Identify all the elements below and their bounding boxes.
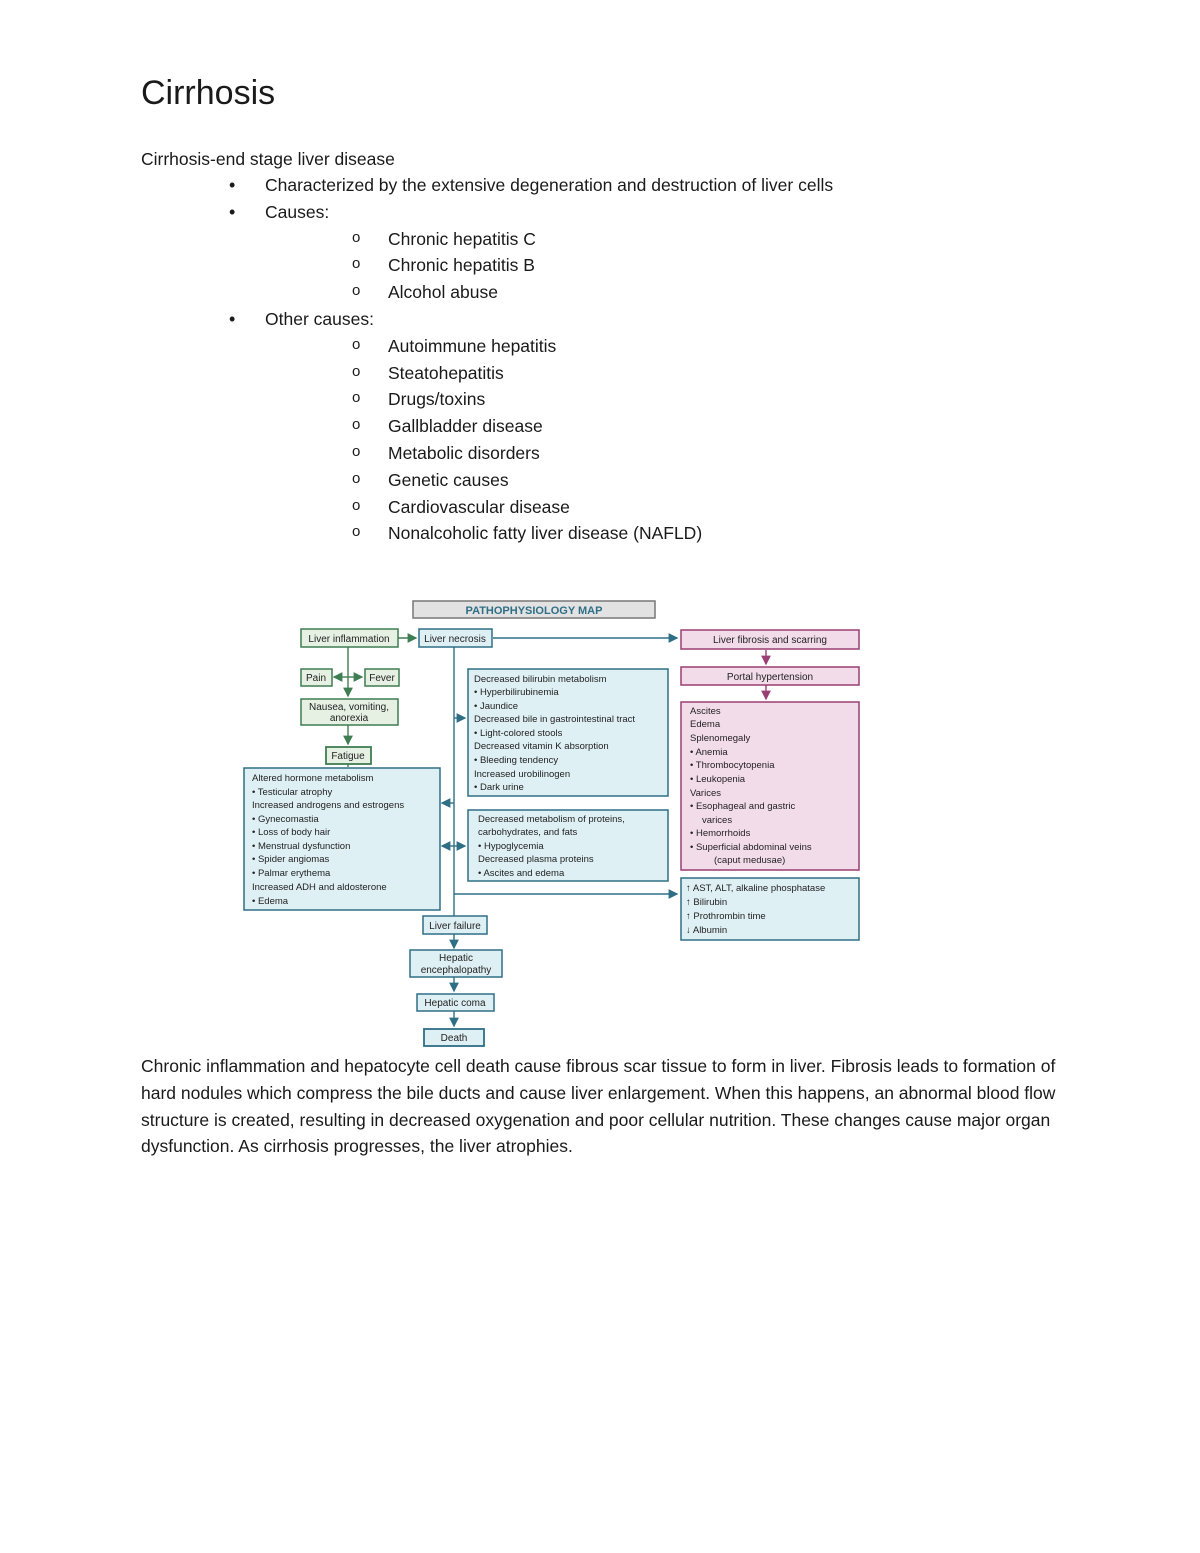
sub-symbol: o — [352, 469, 361, 487]
label-hepatic-coma: Hepatic coma — [424, 998, 486, 1009]
portal-effect-line: • Superficial abdominal veins — [690, 842, 812, 853]
sub-item — [141, 386, 833, 413]
label-fibrosis: Liver fibrosis and scarring — [713, 635, 827, 646]
portal-effect-line: Splenomegaly — [690, 733, 751, 744]
portal-effect-line: Edema — [690, 719, 721, 730]
bullet-symbol: • — [229, 308, 236, 329]
bullet-text: Other causes: — [265, 308, 374, 329]
label-fatigue: Fatigue — [331, 751, 365, 762]
sub-symbol: o — [352, 416, 361, 434]
sub-text: Alcohol abuse — [388, 282, 498, 303]
bullet-text: Causes: — [265, 201, 330, 222]
sub-text: Steatohepatitis — [388, 362, 504, 383]
sub-symbol: o — [352, 389, 361, 407]
sub-item — [141, 279, 833, 306]
sub-symbol: o — [352, 496, 361, 514]
labs-line: ↓ Albumin — [686, 925, 728, 936]
hormone-line: Altered hormone metabolism — [252, 773, 374, 784]
page-title: Cirrhosis — [141, 74, 276, 112]
bullet-symbol: • — [229, 201, 236, 222]
bullet-item — [141, 306, 833, 333]
hormone-line: • Menstrual dysfunction — [252, 841, 351, 852]
sub-item — [141, 467, 833, 494]
sub-text: Gallbladder disease — [388, 416, 543, 437]
proteins-line: • Hypoglycemia — [478, 841, 544, 852]
bilirubin-line: Decreased vitamin K absorption — [474, 741, 609, 752]
bilirubin-line: • Jaundice — [474, 701, 518, 712]
portal-effect-line: • Leukopenia — [690, 774, 746, 785]
sub-item — [141, 520, 833, 547]
hormone-line: • Palmar erythema — [252, 868, 331, 879]
bilirubin-line: • Dark urine — [474, 782, 524, 793]
sub-symbol: o — [352, 255, 361, 273]
bullet-text: Characterized by the extensive degeneration and destruction of liver cells — [265, 175, 834, 195]
intro-line: Cirrhosis-end stage liver disease — [141, 149, 395, 169]
label-fever: Fever — [369, 673, 395, 684]
portal-effect-line: • Anemia — [690, 747, 728, 758]
pathophysiology-diagram — [240, 598, 864, 1050]
sub-text: Chronic hepatitis C — [388, 228, 536, 249]
bilirubin-line: Decreased bilirubin metabolism — [474, 674, 607, 685]
label-nausea-1: Nausea, vomiting, — [308, 702, 390, 713]
hormone-line: • Spider angiomas — [252, 854, 330, 865]
hormone-line: • Testicular atrophy — [252, 787, 333, 798]
sub-list — [141, 333, 833, 547]
portal-effect-line: • Hemorrhoids — [690, 828, 751, 839]
sub-item — [141, 226, 833, 253]
bullet-item — [141, 199, 833, 226]
label-liver-necrosis: Liver necrosis — [424, 634, 486, 645]
labs-line: ↑ AST, ALT, alkaline phosphatase — [686, 883, 826, 894]
bilirubin-line: • Light-colored stools — [474, 728, 563, 739]
sub-symbol: o — [352, 335, 361, 353]
portal-effect-line: (caput medusae) — [714, 855, 786, 866]
sub-symbol: o — [352, 442, 361, 460]
portal-effect-line: Ascites — [690, 706, 721, 717]
proteins-line: Decreased metabolism of proteins, — [478, 814, 625, 825]
sub-symbol: o — [352, 523, 361, 541]
bullet-item — [141, 172, 833, 199]
label-nausea-2: anorexia — [329, 713, 369, 724]
sub-item — [141, 252, 833, 279]
proteins-line: • Ascites and edema — [478, 868, 565, 879]
hormone-line: • Gynecomastia — [252, 814, 319, 825]
label-portal: Portal hypertension — [726, 672, 814, 683]
bilirubin-line: • Bleeding tendency — [474, 755, 559, 766]
label-encephalopathy-1: Hepatic — [439, 953, 473, 964]
hormone-line: • Loss of body hair — [252, 827, 331, 838]
sub-list — [141, 226, 833, 306]
sub-symbol: o — [352, 282, 361, 300]
bilirubin-line: Decreased bile in gastrointestinal tract — [474, 714, 636, 725]
portal-effect-line: • Thrombocytopenia — [690, 760, 775, 771]
portal-effect-line: varices — [702, 815, 733, 826]
hormone-line: Increased ADH and aldosterone — [252, 882, 387, 893]
hormone-line: Increased androgens and estrogens — [252, 800, 405, 811]
hormone-line: • Edema — [252, 896, 289, 907]
proteins-line: Decreased plasma proteins — [478, 854, 594, 865]
sub-item — [141, 440, 833, 467]
proteins-line: carbohydrates, and fats — [478, 827, 578, 838]
label-liver-failure: Liver failure — [429, 921, 481, 932]
label-encephalopathy-2: encephalopathy — [420, 965, 492, 976]
sub-item — [141, 494, 833, 521]
sub-list-wrapper — [141, 226, 833, 306]
portal-effect-line: Varices — [690, 788, 721, 799]
sub-list-wrapper — [141, 333, 833, 547]
sub-text: Genetic causes — [388, 469, 509, 490]
sub-symbol: o — [352, 228, 361, 246]
labs-line: ↑ Bilirubin — [686, 897, 728, 908]
bullet-list — [141, 172, 833, 547]
label-pain: Pain — [305, 673, 327, 684]
sub-text: Chronic hepatitis B — [388, 255, 535, 276]
label-liver-inflammation: Liver inflammation — [308, 634, 390, 645]
bilirubin-line: Increased urobilinogen — [474, 769, 571, 780]
bullet-symbol: • — [229, 175, 236, 195]
diagram-title: PATHOPHYSIOLOGY MAP — [465, 605, 603, 617]
sub-text: Metabolic disorders — [388, 442, 540, 463]
sub-text: Cardiovascular disease — [388, 496, 570, 517]
sub-item — [141, 413, 833, 440]
sub-symbol: o — [352, 362, 361, 380]
sub-item — [141, 333, 833, 360]
label-death: Death — [440, 1033, 468, 1044]
labs-line: ↑ Prothrombin time — [686, 911, 766, 922]
sub-text: Autoimmune hepatitis — [388, 335, 557, 356]
sub-text: Nonalcoholic fatty liver disease (NAFLD) — [388, 523, 703, 544]
portal-effect-line: • Esophageal and gastric — [690, 801, 796, 812]
sub-text: Drugs/toxins — [388, 389, 486, 410]
summary-paragraph: Chronic inflammation and hepatocyte cell death cause fibrous scar tissue to form in liver. Fibrosis leads to formation of hard nodules which compress the bile ducts and cause liver enlargement. When this happens, an abnormal blood flow structure is created, resulting in decreased oxygenation and poor cellular nutrition. These changes cause major organ dysfunction. As cirrhosis progresses, the liver atrophies. — [141, 1056, 1056, 1157]
sub-item — [141, 360, 833, 387]
bilirubin-line: • Hyperbilirubinemia — [474, 687, 559, 698]
diagram-svg — [240, 598, 864, 1050]
